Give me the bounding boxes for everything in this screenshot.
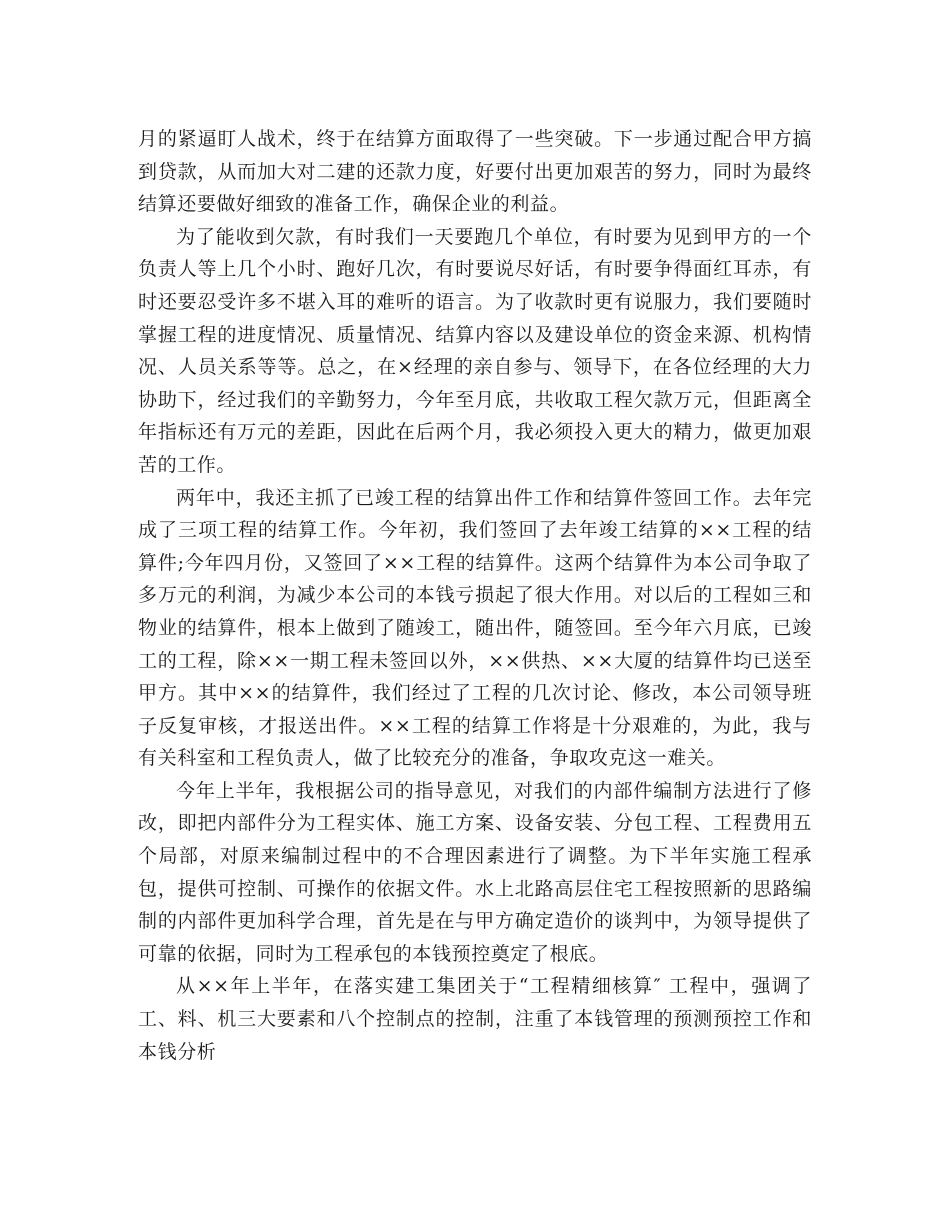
paragraph-2: 为了能收到欠款，有时我们一天要跑几个单位，有时要为见到甲方的一个负责人等上几个小时、跑好几次，有时要说尽好话，有时要争得面红耳赤，有时还要忍受许多不堪入耳的难听的语言。为了收款时更有说服力，我们要随时掌握工程的进度情况、质量情况、结算内容以及建设单位的资金来源、机构情况、人员关系等等。总之，在×经理的亲自参与、领导下，在各位经理的大力协助下，经过我们的辛勤努力，今年至月底，共收取工程欠款万元，但距离全年指标还有万元的差距，因此在后两个月，我必须投入更大的精力，做更加艰苦的工作。 xyxy=(138,225,812,476)
paragraph-3: 两年中，我还主抓了已竣工程的结算出件工作和结算件签回工作。去年完成了三项工程的结算工作。今年初，我们签回了去年竣工结算的××工程的结算件;今年四月份，又签回了××工程的结算件。这两个结算件为本公司争取了多万元的利润，为减少本公司的本钱亏损起了很大作用。对以后的工程如三和物业的结算件，根本上做到了随竣工，随出件，随签回。至今年六月底，已竣工的工程，除××一期工程未签回以外，××供热、××大厦的结算件均已送至甲方。其中××的结算件，我们经过了工程的几次讨论、修改，本公司领导班子反复审核，才报送出件。××工程的结算工作将是十分艰难的，为此，我与有关科室和工程负责人，做了比较充分的准备，争取攻克这一难关。 xyxy=(138,486,812,770)
paragraph-4: 今年上半年，我根据公司的指导意见，对我们的内部件编制方法进行了修改，即把内部件分为工程实体、施工方案、设备安装、分包工程、工程费用五个局部，对原来编制过程中的不合理因素进行了调整。为下半年实施工程承包，提供可控制、可操作的依据文件。水上北路高层住宅工程按照新的思路编制的内部件更加科学合理，首先是在与甲方确定造价的谈判中，为领导提供了可靠的依据，同时为工程承包的本钱预控奠定了根底。 xyxy=(138,779,812,965)
document-body xyxy=(138,123,812,1068)
paragraph-5: 从××年上半年，在落实建工集团关于“工程精细核算″ 工程中，强调了工、料、机三大要素和八个控制点的控制，注重了本钱管理的预测预控工作和本钱分析 xyxy=(138,975,812,1063)
paragraph-1: 月的紧逼盯人战术，终于在结算方面取得了一些突破。下一步通过配合甲方搞到贷款，从而加大对二建的还款力度，好要付出更加艰苦的努力，同时为最终结算还要做好细致的准备工作，确保企业的利益。 xyxy=(138,128,812,216)
